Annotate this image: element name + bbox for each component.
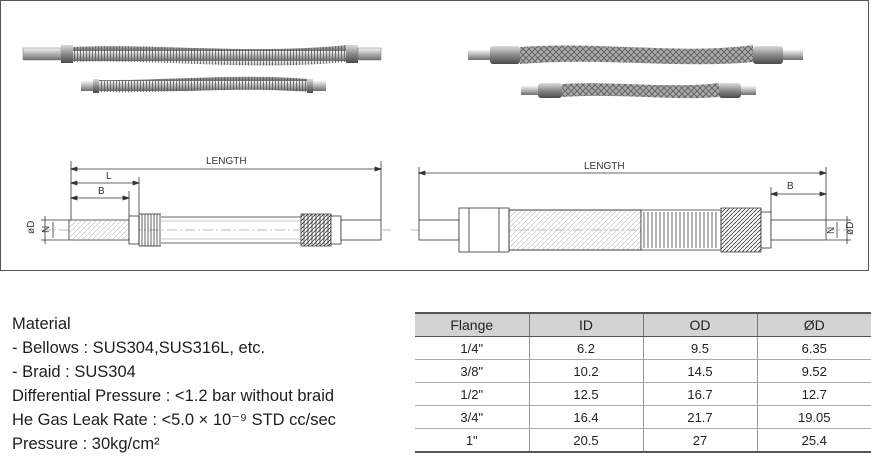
cell-diameter: 19.05 bbox=[757, 406, 871, 429]
cell-flange: 3/8" bbox=[415, 360, 529, 383]
spec-material-heading: Material bbox=[12, 315, 71, 333]
cell-id: 16.4 bbox=[529, 406, 643, 429]
header-flange: Flange bbox=[415, 313, 529, 337]
spec-braid: - Braid : SUS304 bbox=[12, 363, 136, 381]
table-row bbox=[415, 429, 871, 453]
bellows-photo-large bbox=[23, 45, 381, 65]
material-specs bbox=[12, 312, 412, 456]
cell-od: 27 bbox=[643, 429, 757, 453]
cell-od: 16.7 bbox=[643, 383, 757, 406]
braided-hose-photo-large bbox=[468, 45, 803, 64]
left-n-label: N bbox=[41, 225, 52, 233]
table-row bbox=[415, 383, 871, 406]
product-drawing bbox=[1, 1, 870, 272]
right-n-label: N bbox=[826, 226, 837, 234]
cell-flange: 1/2" bbox=[415, 383, 529, 406]
header-id: ID bbox=[529, 313, 643, 337]
spec-bellows: - Bellows : SUS304,SUS316L, etc. bbox=[12, 339, 266, 357]
spec-differential-pressure: Differential Pressure : <1.2 bar without braid bbox=[12, 387, 335, 405]
cell-id: 10.2 bbox=[529, 360, 643, 383]
cell-flange: 1/4" bbox=[415, 337, 529, 360]
cell-flange: 3/4" bbox=[415, 406, 529, 429]
cell-diameter: 25.4 bbox=[757, 429, 871, 453]
table-row bbox=[415, 337, 871, 360]
cell-flange: 1" bbox=[415, 429, 529, 453]
left-od-label: øD bbox=[26, 220, 37, 234]
dimension-table bbox=[415, 312, 871, 453]
spec-leak-rate: He Gas Leak Rate : <5.0 × 10⁻⁹ STD cc/sec bbox=[12, 411, 336, 429]
cell-id: 6.2 bbox=[529, 337, 643, 360]
cell-id: 20.5 bbox=[529, 429, 643, 453]
header-od: OD bbox=[643, 313, 757, 337]
left-length-label: LENGTH bbox=[206, 156, 247, 167]
bellows-section-drawing bbox=[41, 161, 391, 246]
braided-hose-photo-small bbox=[521, 83, 756, 98]
cell-diameter: 12.7 bbox=[757, 383, 871, 406]
table-row bbox=[415, 360, 871, 383]
left-l-label: L bbox=[106, 171, 112, 182]
bellows-photo-small bbox=[81, 77, 326, 93]
cell-diameter: 9.52 bbox=[757, 360, 871, 383]
left-b-label: B bbox=[98, 186, 105, 197]
cell-od: 9.5 bbox=[643, 337, 757, 360]
spec-pressure: Pressure : 30kg/cm² bbox=[12, 435, 160, 453]
cell-diameter: 6.35 bbox=[757, 337, 871, 360]
right-length-label: LENGTH bbox=[584, 161, 625, 172]
braided-hose-section-drawing bbox=[411, 167, 851, 252]
cell-od: 14.5 bbox=[643, 360, 757, 383]
table-row bbox=[415, 406, 871, 429]
cell-od: 21.7 bbox=[643, 406, 757, 429]
header-diameter: ØD bbox=[757, 313, 871, 337]
table-header-row bbox=[415, 313, 871, 337]
right-b-label: B bbox=[787, 181, 794, 192]
cell-id: 12.5 bbox=[529, 383, 643, 406]
right-od-label: øD bbox=[845, 221, 856, 235]
